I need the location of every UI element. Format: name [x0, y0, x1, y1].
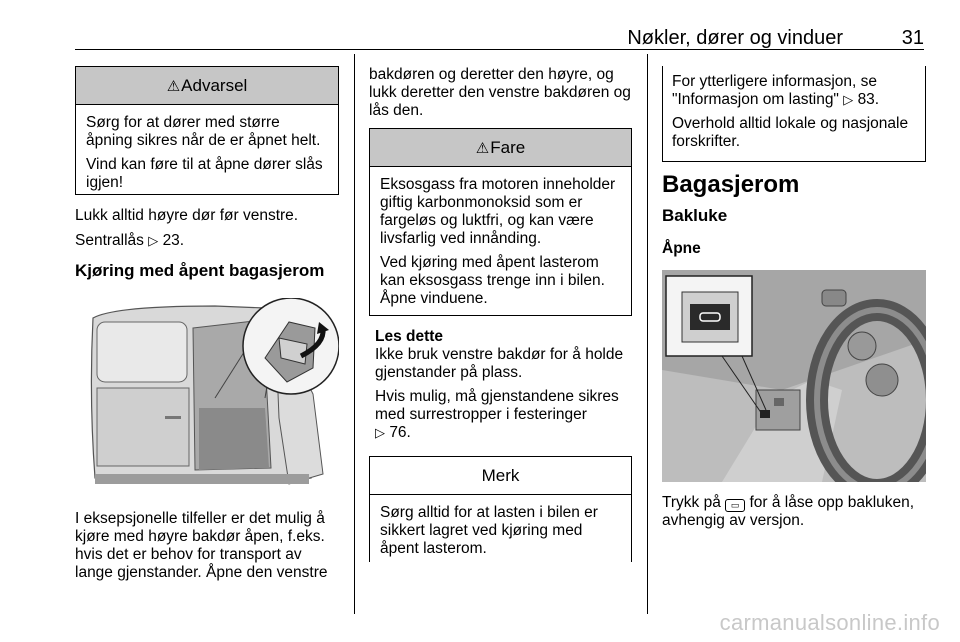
warning-text-1: Sørg for at dører med større åpning sikres når de er åpnet helt. — [86, 114, 321, 149]
danger-text-1: Eksosgass fra motoren inneholder giftig karbonmonoksid som er fargeløs og luktfri, og kan være livsfarlig ved innånding. — [380, 176, 616, 247]
note-block — [369, 328, 632, 442]
merk-box — [369, 456, 632, 562]
note-text-2 — [375, 388, 632, 442]
merk-text: Sørg alltid for at lasten i bilen er sikkert lagret ved kjøring med åpent lasterom. — [380, 504, 598, 557]
paragraph: Lukk alltid høyre dør før venstre. — [75, 207, 299, 224]
column-divider — [647, 54, 648, 614]
paragraph-central-lock — [75, 232, 339, 250]
arrow-reference-icon: ▷ — [148, 233, 159, 248]
column-1 — [75, 66, 339, 582]
warning-triangle-icon: ⚠ — [166, 78, 181, 95]
page-reference[interactable]: 83. — [857, 91, 880, 108]
info-text-2: Overhold alltid lokale og nasjonale forskrifter. — [672, 115, 909, 150]
warning-body — [76, 105, 338, 202]
tailgate-unlock-icon: ▭ — [725, 499, 745, 512]
column-3 — [662, 66, 926, 530]
paragraph-tailgate — [662, 494, 926, 530]
warning-title: Advarsel — [181, 76, 248, 95]
danger-title: Fare — [490, 138, 526, 157]
van-rear-doors-illustration — [75, 298, 339, 494]
watermark: carmanualsonline.info — [719, 610, 940, 635]
info-text-1 — [672, 73, 915, 109]
danger-box — [369, 128, 632, 316]
warning-box — [75, 66, 339, 195]
arrow-reference-icon: ▷ — [375, 425, 385, 440]
note-text-2-body: Hvis mulig, må gjenstandene sikres med surrestropper i festeringer — [375, 388, 619, 423]
column-divider — [354, 54, 355, 614]
tailgate-text-after: for å låse opp bakluken, avhengig av versjon. — [662, 494, 915, 529]
danger-body — [370, 167, 631, 318]
page-reference[interactable]: 76. — [389, 424, 411, 441]
column-2 — [369, 66, 632, 562]
minor-heading: Åpne — [662, 240, 701, 257]
danger-text-2: Ved kjøring med åpent lasterom kan eksosgass trenge inn i bilen. Åpne vinduene. — [380, 254, 605, 307]
page-number: 31 — [901, 27, 924, 49]
header-rule — [75, 49, 924, 50]
danger-box-header — [370, 129, 631, 167]
info-text-1-body: For ytterligere informasjon, se "Informasjon om lasting" — [672, 73, 878, 108]
note-text-1: Ikke bruk venstre bakdør for å holde gjenstander på plass. — [375, 346, 624, 381]
sub-heading: Bakluke — [662, 206, 728, 225]
tailgate-text-before: Trykk på — [662, 494, 721, 511]
warning-text-2: Vind kan føre til at åpne dører slås igjen! — [86, 156, 323, 191]
merk-box-header: Merk — [370, 457, 631, 495]
info-box — [662, 66, 926, 162]
section-heading: Kjøring med åpent bagasjerom — [75, 261, 325, 280]
warning-triangle-icon: ⚠ — [475, 140, 490, 157]
central-lock-text: Sentrallås — [75, 232, 144, 249]
paragraph: I eksepsjonelle tilfeller er det mulig å kjøre med høyre bakdør åpen, f.eks. hvis det er behov for transport av lange gjenstander. Åpne den venstre — [75, 510, 328, 581]
tailgate-button-illustration — [662, 270, 926, 482]
page-reference[interactable]: 23. — [162, 232, 185, 249]
arrow-reference-icon: ▷ — [843, 92, 854, 107]
note-heading: Les dette — [375, 328, 444, 345]
page-header-title: Nøkler, dører og vinduer — [627, 27, 843, 49]
paragraph: bakdøren og deretter den høyre, og lukk deretter den venstre bakdøren og lås den. — [369, 66, 631, 119]
warning-box-header — [76, 67, 338, 105]
chapter-heading: Bagasjerom — [662, 171, 800, 198]
merk-body — [370, 495, 631, 568]
